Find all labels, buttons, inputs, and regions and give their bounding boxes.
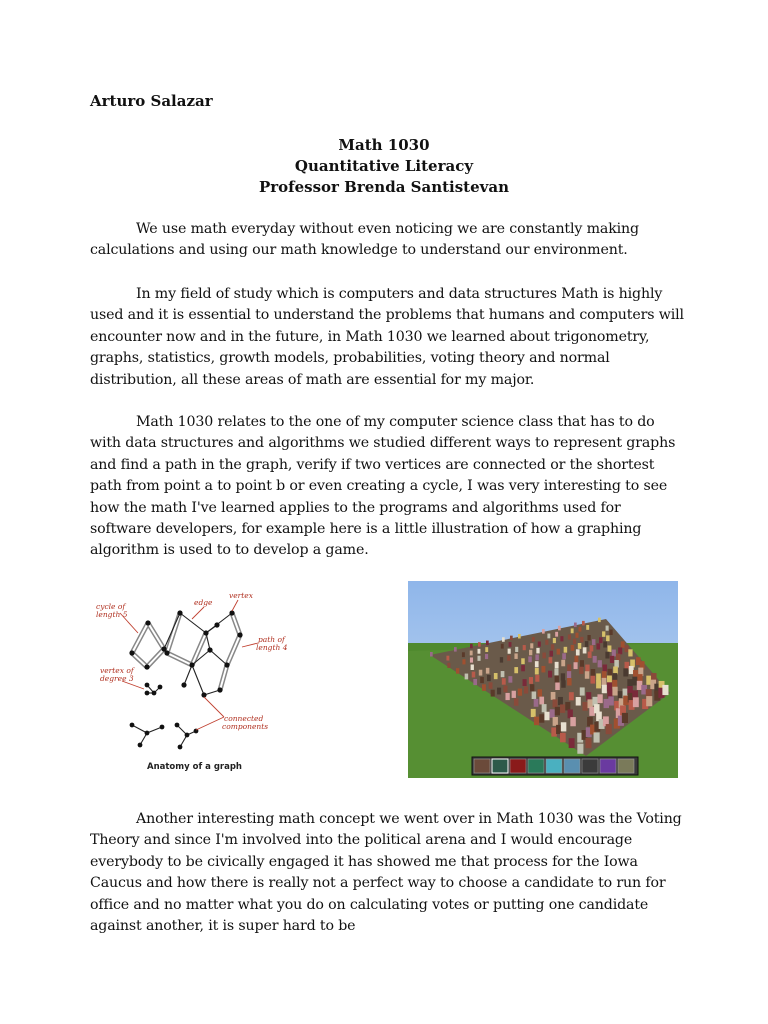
maze-block — [529, 650, 532, 656]
maze-block — [564, 647, 568, 653]
maze-block — [608, 645, 612, 652]
maze-block — [623, 668, 628, 676]
maze-block — [597, 694, 602, 703]
maze-block — [561, 673, 565, 680]
maze-block — [555, 662, 559, 669]
course-title: Math 1030 — [338, 136, 430, 154]
maze-block — [568, 709, 573, 718]
maze-block — [570, 717, 576, 726]
maze-block — [567, 671, 571, 678]
maze-block — [590, 645, 594, 651]
maze-block — [610, 656, 614, 663]
maze-block — [542, 653, 546, 659]
maze-block — [480, 677, 484, 683]
maze-block — [544, 712, 549, 721]
maze-block — [542, 629, 545, 634]
maze-block — [596, 643, 600, 649]
maze-block — [606, 635, 610, 641]
maze-block — [585, 641, 589, 647]
maze-block — [603, 665, 608, 673]
maze-block — [497, 688, 501, 695]
maze-block — [553, 717, 558, 726]
maze-block — [447, 663, 450, 668]
maze-block — [587, 635, 590, 641]
maze-block — [470, 657, 473, 662]
maze-block — [473, 679, 477, 685]
maze-block — [518, 634, 521, 639]
maze-block — [633, 697, 639, 707]
maze-block — [562, 653, 566, 659]
maze-block — [478, 649, 481, 654]
maze-block — [574, 623, 577, 628]
maze-block — [571, 628, 574, 633]
paragraph-intro: We use math everyday without even noticing we are constantly making calculations and using our math knowledge to understand our environment. — [90, 221, 639, 259]
maze-block — [538, 689, 543, 697]
maze-block — [541, 666, 545, 673]
maze-block — [586, 625, 589, 630]
maze-block — [629, 666, 634, 674]
maze-block — [578, 627, 581, 632]
maze-block — [509, 642, 512, 647]
maze-block — [556, 725, 562, 734]
maze-block — [628, 649, 632, 656]
label-path-line2: length 4 — [256, 643, 288, 652]
maze-block — [550, 651, 554, 657]
maze-block — [535, 675, 539, 682]
maze-block — [579, 667, 583, 674]
paragraph-voting-theory: Another interesting math concept we went over in Math 1030 was the Voting Theory and since I'm involved into the political arena and I would encourage everybody to be civically engaged it has showed me that process for the Iowa Caucus and how there is really not a perfect way to choose a candidate to run for office and no matter what you do on calculating votes or putting one candidate against another, it is super hard to be — [90, 811, 682, 935]
maze-block — [590, 676, 595, 684]
maze-block — [470, 644, 473, 649]
maze-block — [576, 649, 580, 655]
maze-block — [501, 644, 504, 649]
maze-block — [479, 670, 483, 676]
maze-block — [593, 656, 597, 663]
maze-block — [607, 669, 612, 677]
maze-block — [532, 637, 535, 642]
maze-block — [524, 686, 528, 693]
maze-block — [594, 732, 600, 742]
maze-block — [646, 696, 652, 706]
maze-block — [555, 707, 560, 716]
document-heading — [0, 135, 768, 198]
maze-block — [539, 714, 544, 723]
maze-block — [569, 738, 575, 748]
maze-block — [622, 713, 628, 723]
maze-block — [486, 668, 490, 674]
maze-block — [612, 687, 617, 696]
maze-block — [491, 690, 495, 697]
maze-block — [558, 697, 563, 705]
maze-block — [539, 697, 544, 705]
maze-block — [500, 657, 503, 663]
hotbar-slots — [474, 759, 634, 773]
maze-block — [598, 660, 602, 667]
maze-block — [560, 733, 566, 743]
maze-block — [534, 699, 539, 707]
maze-block — [514, 653, 517, 659]
maze-block — [550, 709, 555, 718]
maze-block — [561, 722, 567, 731]
maze-block — [609, 630, 612, 636]
maze-block — [605, 652, 609, 659]
maze-block — [616, 654, 620, 661]
maze-block — [503, 685, 507, 692]
maze-block — [596, 673, 601, 681]
maze-block — [518, 689, 522, 696]
maze-block — [508, 649, 511, 654]
maze-block — [598, 618, 601, 623]
maze-block — [583, 702, 588, 711]
maze-block — [465, 674, 469, 680]
maze-block — [535, 661, 539, 667]
maze-block — [532, 692, 537, 700]
maze-block — [486, 641, 489, 646]
maze-block — [494, 673, 498, 679]
maze-block — [470, 651, 473, 656]
graph-figure-caption: Anatomy of a graph — [147, 762, 242, 772]
maze-block — [551, 644, 554, 650]
maze-block — [585, 738, 591, 748]
maze-block — [514, 698, 519, 706]
maze-block — [574, 662, 578, 669]
maze-block — [569, 692, 574, 700]
maze-block — [542, 704, 547, 712]
maze-block — [538, 642, 541, 647]
maze-block — [592, 639, 596, 645]
maze-block — [561, 680, 566, 688]
maze-block — [554, 669, 558, 676]
professor-name: Professor Brenda Santistevan — [258, 178, 509, 196]
maze-block — [545, 640, 548, 645]
maze-block — [502, 678, 506, 685]
maze-block — [580, 660, 584, 667]
maze-block — [485, 647, 488, 652]
maze-block — [536, 648, 539, 654]
maze-block — [521, 658, 525, 664]
maze-block — [612, 650, 616, 657]
maze-block — [606, 724, 612, 734]
label-cycle-line1: cycle of — [96, 602, 126, 611]
maze-block — [485, 654, 488, 659]
maze-block — [608, 696, 614, 705]
maze-block — [662, 685, 668, 695]
maze-block — [583, 647, 587, 653]
maze-block — [456, 668, 459, 674]
maze-block — [565, 702, 570, 711]
maze-block — [571, 645, 575, 651]
label-path-line1: path of — [258, 635, 285, 644]
maze-block — [462, 659, 465, 664]
maze-block — [602, 631, 605, 637]
maze-block — [555, 632, 558, 637]
maze-block — [534, 717, 539, 726]
maze-block — [430, 652, 433, 657]
maze-block — [535, 668, 539, 675]
label-vertex: vertex — [229, 591, 253, 600]
maze-block — [557, 649, 561, 655]
maze-block — [567, 664, 571, 671]
maze-block — [553, 638, 556, 643]
maze-block — [585, 671, 590, 679]
maze-block — [529, 677, 533, 684]
maze-block — [478, 642, 481, 647]
maze-block — [560, 704, 565, 713]
maze-block — [573, 639, 576, 645]
graph-anatomy-figure — [92, 585, 322, 775]
paragraph-computer-science: Math 1030 relates to the one of my computer science class that has to do with data structures and algorithms we studied different ways to represent graphs and find a path in the graph, verify if two vertices are connected or the shortest path from point a to point b or even creating a cycle, I was very interesting to see how the math I've learned applies to the programs and algorithms used for software developers, for example here is a little illustration of how a graphing algorithm is used to to develop a game. — [90, 414, 676, 559]
maze-block — [530, 684, 534, 691]
label-degree-line2: degree 3 — [100, 674, 134, 683]
maze-block — [535, 654, 539, 660]
maze-block — [454, 647, 457, 652]
maze-block — [585, 665, 589, 672]
maze-block — [551, 727, 557, 736]
maze-block — [603, 641, 607, 647]
maze-block — [596, 680, 601, 688]
label-cycle-line2: length 5 — [96, 610, 128, 619]
maze-block — [604, 699, 610, 708]
label-components-line1: connected — [224, 714, 264, 723]
maze-block — [477, 656, 480, 661]
maze-block — [578, 643, 582, 649]
maze-block — [580, 687, 585, 695]
maze-block — [560, 636, 563, 641]
maze-block — [599, 637, 603, 643]
course-subject: Quantitative Literacy — [294, 157, 474, 175]
maze-block — [489, 682, 493, 689]
maze-block — [530, 643, 533, 648]
maze-block — [582, 621, 585, 626]
maze-block — [586, 692, 591, 701]
maze-block — [558, 626, 561, 631]
maze-block — [591, 669, 596, 677]
maze-block — [588, 652, 592, 659]
maze-block — [446, 656, 449, 661]
maze-block — [521, 665, 525, 671]
maze-game-screenshot — [408, 581, 678, 778]
maze-block — [502, 637, 505, 642]
maze-block — [523, 679, 527, 686]
maze-block — [553, 699, 558, 707]
maze-block — [510, 636, 513, 641]
paragraph-field-of-study: In my field of study which is computers and data structures Math is highly used and it is essential to understand the problems that humans and computers will encounter now and in the future, in Math 1030 we learned about trigonometry, graphs, statistics, growth models, probabilities, voting theory and normal distribution, all these areas of math are essential for my major. — [90, 286, 684, 388]
maze-block — [575, 633, 578, 638]
author-name: Arturo Salazar — [90, 92, 213, 110]
maze-block — [621, 641, 625, 648]
label-edge: edge — [194, 598, 213, 607]
maze-block — [577, 744, 583, 754]
maze-block — [561, 660, 565, 667]
maze-block — [555, 683, 560, 691]
maze-block — [606, 626, 609, 631]
label-components-line2: components — [222, 722, 269, 731]
maze-block — [471, 664, 474, 670]
maze-block — [515, 647, 518, 652]
maze-block — [568, 634, 571, 639]
maze-block — [580, 637, 583, 643]
maze-block — [487, 675, 491, 681]
maze-block — [508, 676, 512, 683]
maze-block — [514, 667, 518, 673]
maze-block — [528, 656, 532, 662]
label-degree-line1: vertex of — [100, 666, 134, 675]
maze-block — [589, 707, 595, 716]
maze-block — [547, 634, 550, 639]
maze-block — [602, 685, 607, 694]
maze-block — [523, 645, 526, 650]
maze-block — [482, 684, 486, 691]
maze-block — [618, 647, 622, 654]
maze-block — [574, 656, 578, 663]
maze-block — [462, 652, 465, 657]
maze-block — [501, 671, 505, 677]
maze-block — [512, 691, 516, 698]
maze-block — [551, 692, 556, 700]
maze-block — [567, 678, 572, 686]
maze-block — [507, 655, 510, 661]
maze-block — [472, 672, 476, 678]
maze-block — [576, 697, 581, 706]
maze-block — [614, 660, 619, 668]
maze-block — [625, 645, 629, 652]
maze-block — [531, 709, 536, 717]
maze-block — [548, 671, 552, 678]
maze-block — [505, 693, 509, 700]
maze-block — [602, 671, 607, 679]
maze-block — [549, 657, 553, 663]
maze-block — [555, 675, 559, 682]
